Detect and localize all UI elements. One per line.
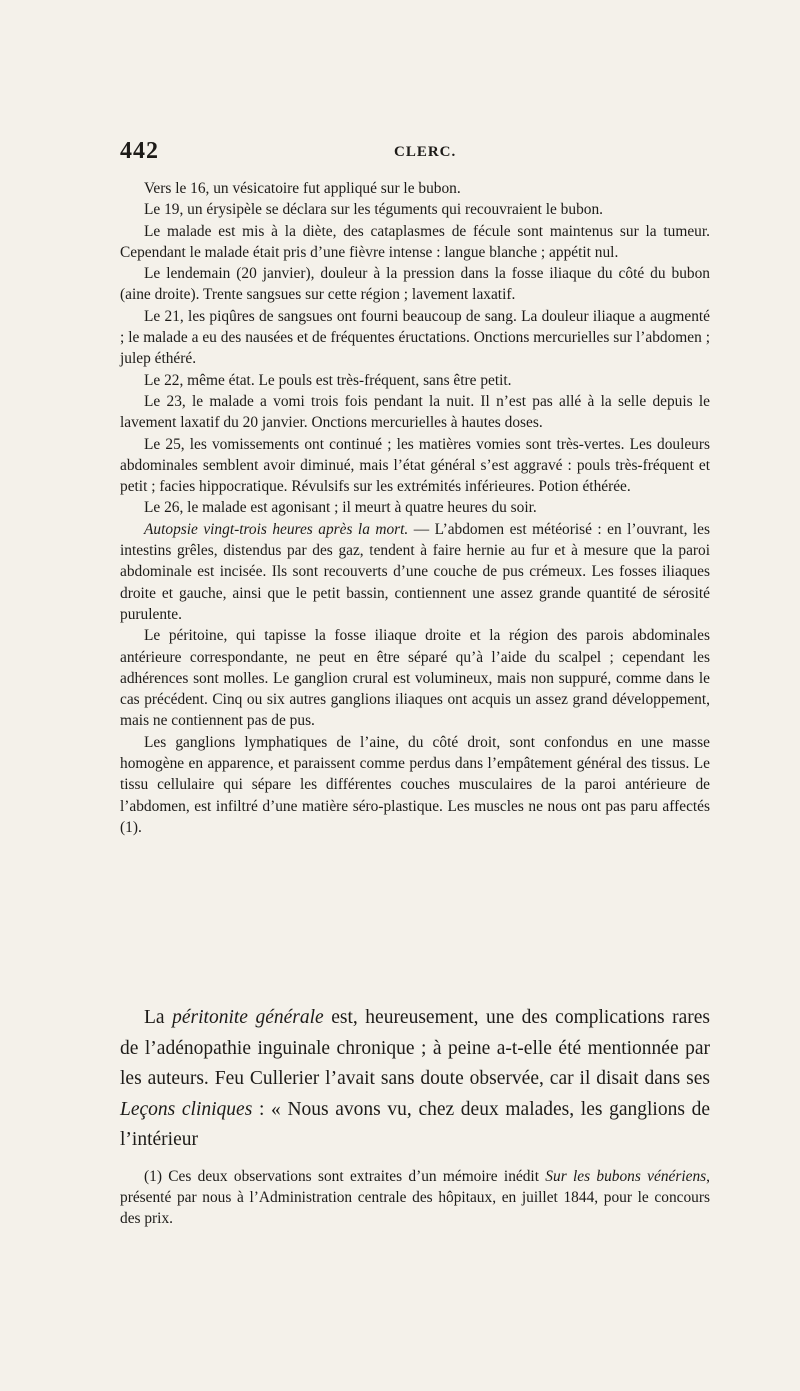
text-run: , présenté par nous à l’Administration centrale des hôpitaux, en juillet 1844, pour le concours des prix. xyxy=(120,1168,710,1227)
paragraph: Le malade est mis à la diète, des cataplasmes de fécule sont maintenus sur la tumeur. Cependant le malade était pris d’une fièvre intense : langue blanche ; appétit nul. xyxy=(120,222,710,261)
autopsy-label: Autopsie vingt-trois heures après la mort. xyxy=(144,520,409,538)
autopsy-text: — L’abdomen est météorisé : en l’ouvrant, les intestins grêles, distendus par des gaz, tendent à faire hernie au fur et à mesure que la paroi abdominale est incisée. Ils sont recouverts d’une couche de pus crémeux. Les fosses iliaques droite et gauche, ainsi que le petit bassin, contiennent une assez grande quantité de sérosité purulente. xyxy=(120,520,710,623)
running-head: CLERC. xyxy=(394,144,457,160)
paragraph: Le péritoine, qui tapisse la fosse iliaque droite et la région des parois abdominales antérieure correspondante, ne peut en être séparé qu’à l’aide du scalpel ; cependant les adhérences sont molles. Le ganglion crural est volumineux, mais non suppuré, comme dans le cas précédent. Cinq ou six autres ganglions iliaques ont acquis un assez grand développement, mais ne contiennent pas de pus. xyxy=(120,627,710,730)
case-report xyxy=(120,178,710,838)
paragraph: Le 23, le malade a vomi trois fois pendant la nuit. Il n’est pas allé à la selle depuis le lavement laxatif du 20 janvier. Onctions mercurielles à hautes doses. xyxy=(120,392,710,432)
footnote xyxy=(120,1166,710,1229)
text-run: est, heureusement, une des complications rares de l’adénopathie inguinale chronique ; à peine a-t-elle été mentionnée par les auteurs. Feu Cullerier l’avait sans doute observée, car il disait dans ses xyxy=(120,1007,710,1089)
paragraph: Le 26, le malade est agonisant ; il meurt à quatre heures du soir. xyxy=(144,499,537,517)
main-paragraph xyxy=(120,1003,710,1156)
page-header xyxy=(120,138,720,168)
italic-term: péritonite générale xyxy=(172,1007,324,1028)
page-number: 442 xyxy=(120,138,159,164)
text-run: La xyxy=(144,1007,173,1028)
text-run: (1) Ces deux observations sont extraites d’un mémoire inédit xyxy=(144,1168,546,1185)
paragraph: Le 25, les vomissements ont continué ; les matières vomies sont très-vertes. Les douleurs abdominales semblent avoir diminué, mais l’état général s’est aggravé : pouls très-fréquent et petit ; facies hippocratique. Révulsifs sur les extrémités inférieures. Potion éthérée. xyxy=(120,435,710,496)
paragraph: Le 22, même état. Le pouls est très-fréquent, sans être petit. xyxy=(144,371,512,389)
paragraph: Le 19, un érysipèle se déclara sur les téguments qui recouvraient le bubon. xyxy=(144,201,603,219)
text-run: : « Nous avons vu, chez deux malades, les ganglions de l’intérieur xyxy=(120,1098,710,1150)
italic-title: Sur les bubons vénériens xyxy=(545,1168,707,1185)
paragraph: Le 21, les piqûres de sangsues ont fourni beaucoup de sang. La douleur iliaque a augmenté ; le malade a eu des nausées et de fréquentes éructations. Onctions mercurielles sur l’abdomen ; julep éthéré. xyxy=(120,307,710,368)
italic-title: Leçons cliniques xyxy=(120,1098,253,1120)
main-text xyxy=(120,1003,710,1156)
autopsy-paragraph xyxy=(120,519,710,625)
footnote-paragraph xyxy=(120,1166,710,1229)
paragraph: Les ganglions lymphatiques de l’aine, du côté droit, sont confondus en une masse homogène en apparence, et paraissent comme perdus dans l’empâtement général des tissus. Le tissu cellulaire qui sépare les différentes couches musculaires de la paroi antérieure de l’abdomen, est infiltré d’une matière séro-plastique. Les muscles ne nous ont pas paru affectés (1). xyxy=(120,733,710,836)
paragraph: Vers le 16, un vésicatoire fut appliqué sur le bubon. xyxy=(144,180,461,197)
paragraph: Le lendemain (20 janvier), douleur à la pression dans la fosse iliaque du côté du bubon (aine droite). Trente sangsues sur cette région ; lavement laxatif. xyxy=(120,265,710,304)
